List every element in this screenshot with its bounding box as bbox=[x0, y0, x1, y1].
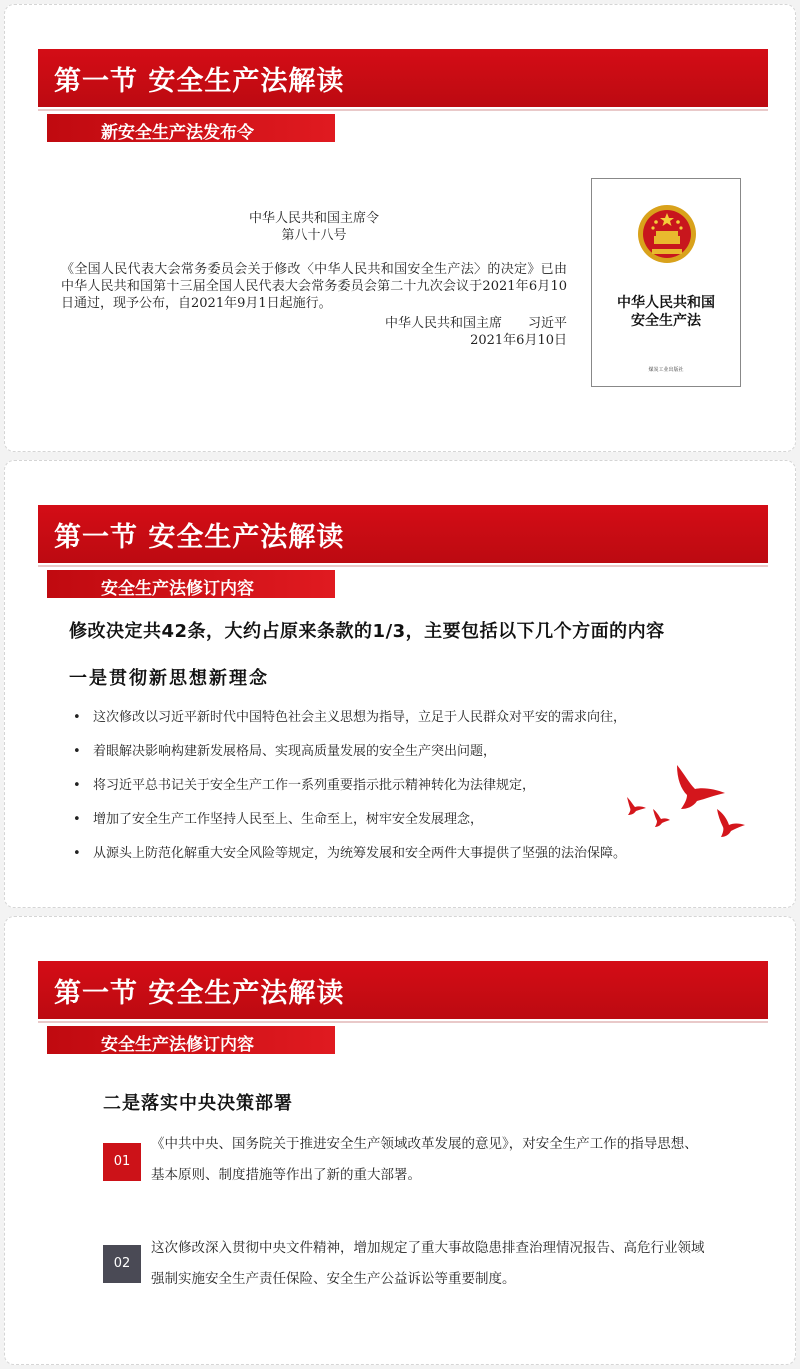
list-item: • 从源头上防范化解重大安全风险等规定，为统筹发展和安全两件大事提供了坚强的法治保障。 bbox=[73, 846, 627, 861]
section-title: 第一节 安全生产法解读 bbox=[54, 978, 345, 1009]
item-number-badge: 01 bbox=[103, 1143, 141, 1181]
slide-1 bbox=[4, 4, 796, 452]
law-book-cover bbox=[591, 178, 741, 387]
title-divider bbox=[38, 109, 768, 111]
list-item: • 着眼解决影响构建新发展格局、实现高质量发展的安全生产突出问题， bbox=[73, 744, 497, 759]
section-title-bar bbox=[38, 49, 768, 107]
bullet-icon: • bbox=[73, 778, 81, 793]
subtitle: 安全生产法修订内容 bbox=[101, 579, 254, 599]
list-item: • 将习近平总书记关于安全生产工作一系列重要指示批示精神转化为法律规定， bbox=[73, 778, 536, 793]
subtitle-bar bbox=[47, 570, 335, 598]
bullet-icon: • bbox=[73, 812, 81, 827]
bullet-list bbox=[71, 709, 626, 879]
section-title-bar bbox=[38, 505, 768, 563]
decree-date: 2021年6月10日 bbox=[470, 333, 567, 348]
book-title-line1: 中华人民共和国 bbox=[617, 295, 715, 311]
doves-icon bbox=[617, 759, 755, 843]
national-emblem-icon bbox=[636, 203, 698, 265]
point-heading: 一是贯彻新思想新理念 bbox=[69, 668, 269, 689]
section-title: 第一节 安全生产法解读 bbox=[54, 66, 345, 97]
subtitle-bar bbox=[47, 114, 335, 142]
list-item: • 这次修改以习近平新时代中国特色社会主义思想为指导，立足于人民群众对平安的需求向往， bbox=[73, 710, 627, 725]
bullet-icon: • bbox=[73, 710, 81, 725]
title-divider bbox=[38, 1021, 768, 1023]
point-heading: 二是落实中央决策部署 bbox=[103, 1093, 293, 1114]
decree-body: 《全国人民代表大会常务委员会关于修改〈中华人民共和国安全生产法〉的决定》已由中华人民共和国第十三届全国人民代表大会常务委员会第二十九次会议于2021年6月10日通过，现予公布，自2021年9月1日起施行。 bbox=[61, 262, 567, 311]
slide-3 bbox=[4, 916, 796, 1365]
bullet-icon: • bbox=[73, 846, 81, 861]
decree-number: 第八十八号 bbox=[281, 228, 347, 243]
subtitle: 安全生产法修订内容 bbox=[101, 1035, 254, 1055]
lead-statement: 修改决定共42条，大约占原来条款的1/3，主要包括以下几个方面的内容 bbox=[69, 621, 665, 642]
section-title-bar bbox=[38, 961, 768, 1019]
book-publisher: 煤炭工业出版社 bbox=[648, 367, 684, 373]
decree-signature: 中华人民共和国主席 习近平 bbox=[384, 316, 567, 331]
title-divider bbox=[38, 565, 768, 567]
decree-heading: 中华人民共和国主席令 bbox=[248, 211, 379, 226]
slide-2 bbox=[4, 460, 796, 908]
item-text: 这次修改深入贯彻中央文件精神，增加规定了重大事故隐患排查治理情况报告、高危行业领域强制实施安全生产责任保险、安全生产公益诉讼等重要制度。 bbox=[151, 1240, 705, 1287]
list-item: • 增加了安全生产工作坚持人民至上、生命至上，树牢安全发展理念， bbox=[73, 812, 484, 827]
book-title-line2: 安全生产法 bbox=[631, 313, 701, 329]
section-title: 第一节 安全生产法解读 bbox=[54, 522, 345, 553]
subtitle: 新安全生产法发布令 bbox=[101, 123, 254, 143]
item-text: 《中共中央、国务院关于推进安全生产领域改革发展的意见》，对安全生产工作的指导思想、基本原则、制度措施等作出了新的重大部署。 bbox=[151, 1136, 698, 1183]
bullet-icon: • bbox=[73, 744, 81, 759]
subtitle-bar bbox=[47, 1026, 335, 1054]
item-number-badge: 02 bbox=[103, 1245, 141, 1283]
